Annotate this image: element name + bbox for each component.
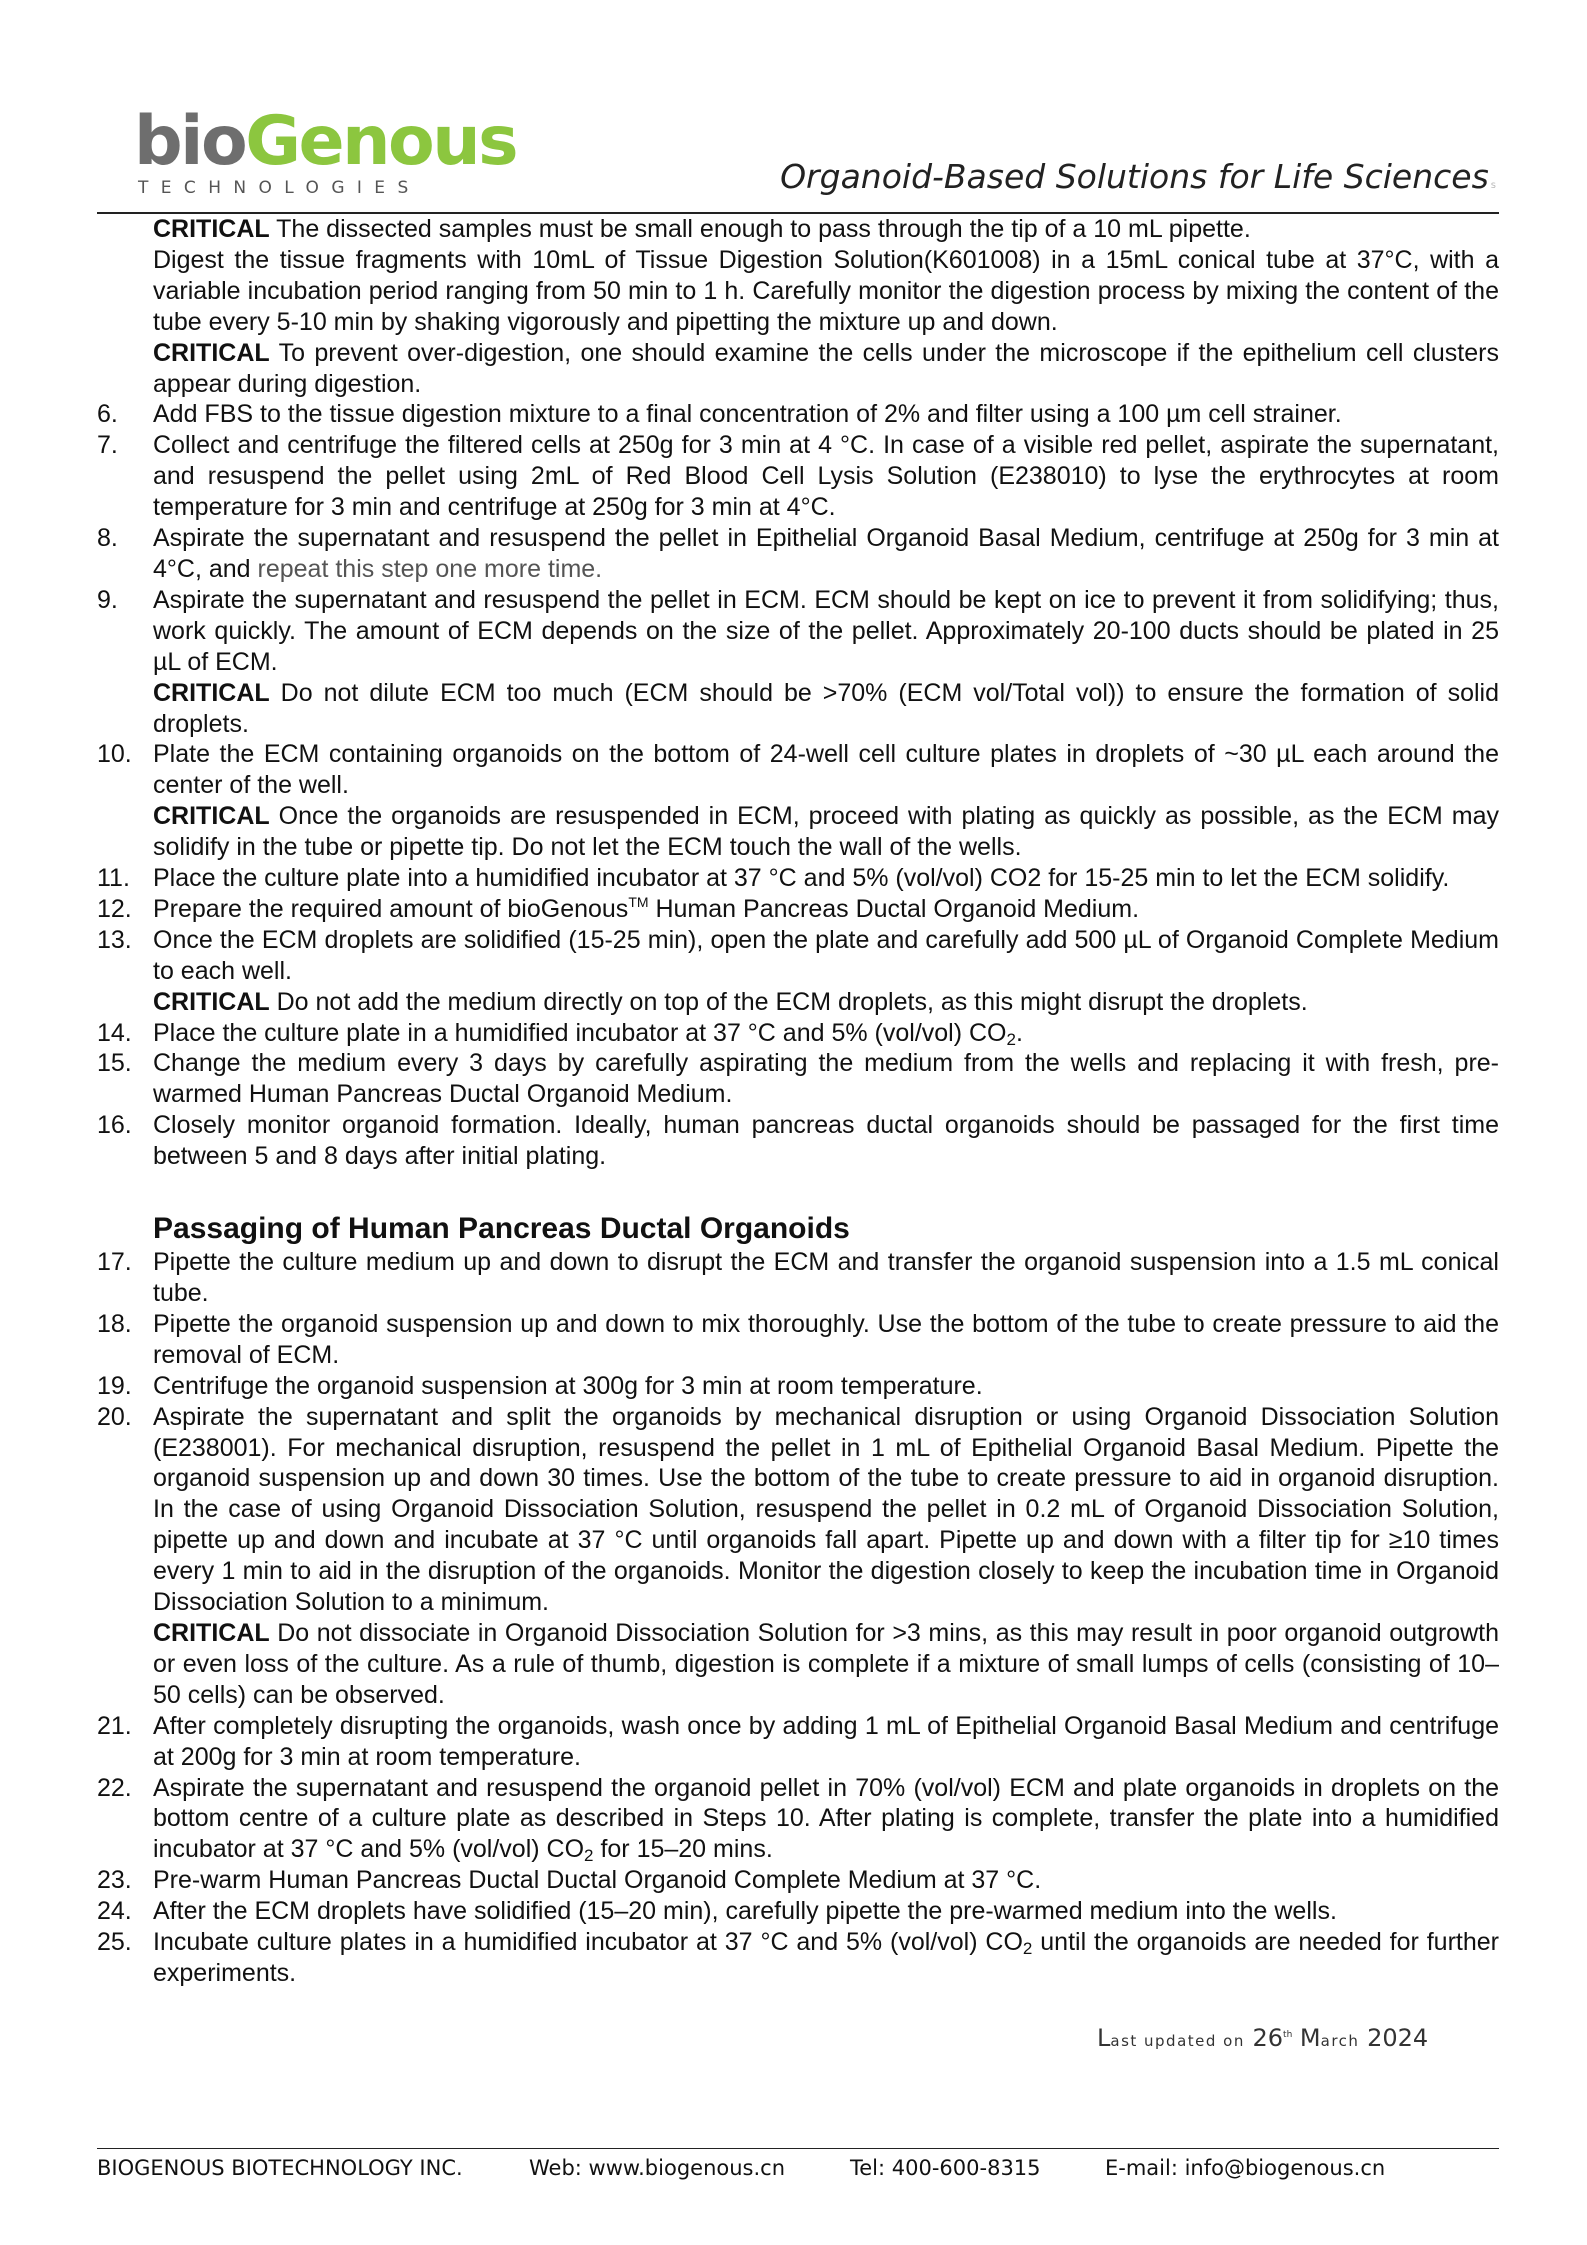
footer-tel: Tel: 400-600-8315 xyxy=(850,2156,1041,2180)
step-15 xyxy=(97,1048,1499,1110)
critical-note xyxy=(97,214,1499,245)
step-text: for 15–20 mins. xyxy=(593,1835,773,1864)
step-text: Aspirate the supernatant and resuspend the organoid pellet in 70% (vol/vol) ECM and plate organoids in droplets on the bottom centre of a culture plate as described in Steps 10. After plating is complete, transfer the plate into a humidified incubator at 37 °C and 5% (vol/vol) CO xyxy=(153,1773,1499,1864)
step-text: After the ECM droplets have solidified (15–20 min), carefully pipette the pre-warmed medium into the wells. xyxy=(153,1897,1337,1926)
step-text: Prepare the required amount of bioGenous xyxy=(153,894,629,923)
logo-genous: Genous xyxy=(245,102,517,181)
logo-wordmark xyxy=(134,102,517,181)
step-number: 16. xyxy=(97,1111,132,1140)
last-updated xyxy=(1097,2024,1428,2052)
updated-label: ast updated on xyxy=(1110,2032,1245,2050)
step-22 xyxy=(97,1773,1499,1866)
step-18 xyxy=(97,1309,1499,1371)
step-text: Closely monitor organoid formation. Ideally, human pancreas ductal organoids should be passaged for the first time between 5 and 8 days after initial plating. xyxy=(153,1111,1499,1171)
footer-company: BIOGENOUS BIOTECHNOLOGY INC. xyxy=(97,2156,463,2180)
critical-text: Do not dilute ECM too much (ECM should be >70% (ECM vol/Total vol)) to ensure the formation of solid droplets. xyxy=(153,678,1499,738)
step-text: Place the culture plate in a humidified incubator at 37 °C and 5% (vol/vol) CO xyxy=(153,1018,1007,1047)
step-7 xyxy=(97,430,1499,523)
critical-note xyxy=(97,801,1499,863)
critical-label: CRITICAL xyxy=(153,215,270,243)
step-9 xyxy=(97,585,1499,678)
critical-note xyxy=(97,338,1499,400)
step-17 xyxy=(97,1247,1499,1309)
step-14 xyxy=(97,1018,1499,1049)
step-text: Once the ECM droplets are solidified (15-25 min), open the plate and carefully add 500 µL of Organoid Complete Medium to each well. xyxy=(153,925,1499,985)
step-text: Aspirate the supernatant and resuspend the pellet in Epithelial Organoid Basal Medium, centrifuge at 250g for 3 min at 4°C, and xyxy=(153,524,1499,583)
footer-email[interactable]: E-mail: info@biogenous.cn xyxy=(1105,2156,1386,2180)
step-24 xyxy=(97,1896,1499,1927)
step-number: 23. xyxy=(97,1866,132,1895)
critical-label: CRITICAL xyxy=(153,802,270,831)
step-text: Human Pancreas Ductal Organoid Medium. xyxy=(648,894,1140,923)
logo-bio: bio xyxy=(134,102,246,181)
step-text: Collect and centrifuge the filtered cells at 250g for 3 min at 4 °C. In case of a visible red pellet, aspirate the supernatant, and resuspend the pellet using 2mL of Red Blood Cell Lysis Solution (E238010) to lyse the erythrocytes at room temperature for 3 min and centrifuge at 250g for 3 min at 4°C. xyxy=(153,431,1499,522)
step-text: Change the medium every 3 days by carefully aspirating the medium from the wells and replacing it with fresh, pre-warmed Human Pancreas Ductal Organoid Medium. xyxy=(153,1049,1499,1109)
step-text: Aspirate the supernatant and resuspend the pellet in ECM. ECM should be kept on ice to prevent it from solidifying; thus, work quickly. The amount of ECM depends on the size of the pellet. Approximately 20-100 ducts should be plated in 25 µL of ECM. xyxy=(153,585,1499,676)
critical-label: CRITICAL xyxy=(153,1618,270,1647)
critical-label: CRITICAL xyxy=(153,338,270,367)
subscript: 2 xyxy=(1006,1029,1016,1049)
updated-day: 26 xyxy=(1252,2024,1284,2052)
step-number: 8. xyxy=(97,524,118,553)
updated-day-suffix: th xyxy=(1283,2030,1293,2040)
step-text: Centrifuge the organoid suspension at 300g for 3 min at room temperature. xyxy=(153,1371,983,1400)
step-12 xyxy=(97,894,1499,925)
step-number: 7. xyxy=(97,431,118,460)
critical-note xyxy=(97,987,1499,1018)
step-20 xyxy=(97,1402,1499,1618)
step-23 xyxy=(97,1865,1499,1896)
protocol-body xyxy=(97,214,1499,1989)
step-text: Pipette the culture medium up and down to disrupt the ECM and transfer the organoid suspension into a 1.5 mL conical tube. xyxy=(153,1248,1499,1307)
step-number: 15. xyxy=(97,1049,132,1078)
paragraph: Digest the tissue fragments with 10mL of Tissue Digestion Solution(K601008) in a 15mL conical tube at 37°C, with a variable incubation period ranging from 50 min to 1 h. Carefully monitor the digestion process by mixing the content of the tube every 5-10 min by shaking vigorously and pipetting the mixture up and down. xyxy=(153,245,1499,336)
step-number: 10. xyxy=(97,740,132,769)
step-21 xyxy=(97,1711,1499,1773)
step-number: 12. xyxy=(97,894,132,923)
step-text: Pipette the organoid suspension up and down to mix thoroughly. Use the bottom of the tube to create pressure to aid the removal of ECM. xyxy=(153,1309,1499,1369)
step-number: 11. xyxy=(97,864,130,893)
repeat-step-link[interactable]: repeat this step one more time. xyxy=(257,554,603,583)
tagline-text: Organoid-Based Solutions for Life Sciences xyxy=(780,157,1489,196)
critical-text: Do not add the medium directly on top of the ECM droplets, as this might disrupt the droplets. xyxy=(269,987,1308,1016)
updated-M: M xyxy=(1299,2024,1321,2052)
step-text: Plate the ECM containing organoids on the bottom of 24-well cell culture plates in droplets of ~30 µL each around the center of the well. xyxy=(153,740,1499,800)
step-number: 20. xyxy=(97,1402,132,1431)
step-text: . xyxy=(1015,1018,1023,1047)
subscript: 2 xyxy=(584,1846,594,1866)
critical-text: The dissected samples must be small enough to pass through the tip of a 10 mL pipette. xyxy=(269,215,1251,243)
step-number: 13. xyxy=(97,925,132,954)
step-25 xyxy=(97,1927,1499,1989)
footer-web[interactable]: Web: www.biogenous.cn xyxy=(529,2156,786,2180)
step-number: 25. xyxy=(97,1928,132,1957)
step-number: 9. xyxy=(97,585,118,614)
step-text: Pre-warm Human Pancreas Ductal Ductal Organoid Complete Medium at 37 °C. xyxy=(153,1866,1042,1895)
step-text: until the organoids are needed for further experiments. xyxy=(153,1928,1499,1987)
logo-subtitle: TECHNOLOGIES xyxy=(138,178,421,198)
critical-label: CRITICAL xyxy=(153,678,270,707)
critical-text: To prevent over-digestion, one should examine the cells under the microscope if the epithelium cell clusters appear during digestion. xyxy=(153,338,1499,398)
tagline-mark: s xyxy=(1490,180,1496,191)
step-text: Aspirate the supernatant and split the organoids by mechanical disruption or using Organoid Dissociation Solution (E238001). For mechanical disruption, resuspend the pellet in 1 mL of Epithelial Organoid Basal Medium. Pipette the organoid suspension up and down 30 times. Use the bottom of the tube to create pressure to aid in organoid disruption. In the case of using Organoid Dissociation Solution, resuspend the pellet in 0.2 mL of Organoid Dissociation Solution, pipette up and down and incubate at 37 °C until organoids fall apart. Pipette up and down with a filter tip for ≥10 times every 1 min to aid in the disruption of the organoids. Monitor the digestion closely to keep the incubation time in Organoid Dissociation Solution to a minimum. xyxy=(153,1402,1499,1617)
updated-year: 2024 xyxy=(1367,2024,1429,2052)
step-number: 24. xyxy=(97,1897,132,1926)
step-19 xyxy=(97,1371,1499,1402)
critical-text: Do not dissociate in Organoid Dissociation Solution for >3 mins, as this may result in poor organoid outgrowth or even loss of the culture. As a rule of thumb, digestion is complete if a mixture of small lumps of cells (consisting of 10–50 cells) can be observed. xyxy=(153,1618,1499,1709)
step-number: 6. xyxy=(97,400,118,429)
critical-note xyxy=(97,1618,1499,1711)
subscript: 2 xyxy=(1022,1939,1033,1959)
updated-L: L xyxy=(1097,2024,1111,2052)
step-10 xyxy=(97,739,1499,801)
footer-divider xyxy=(97,2148,1499,2149)
step-text: Place the culture plate into a humidified incubator at 37 °C and 5% (vol/vol) CO2 for 15-25 min to let the ECM solidify. xyxy=(153,864,1450,893)
step-number: 14. xyxy=(97,1018,132,1047)
step-number: 18. xyxy=(97,1309,132,1338)
step-text: Add FBS to the tissue digestion mixture to a final concentration of 2% and filter using a 100 µm cell strainer. xyxy=(153,400,1342,429)
step-11 xyxy=(97,863,1499,894)
step-text: Incubate culture plates in a humidified incubator at 37 °C and 5% (vol/vol) CO xyxy=(153,1928,1023,1957)
step-13 xyxy=(97,925,1499,987)
critical-note xyxy=(97,678,1499,740)
step-number: 19. xyxy=(97,1371,132,1400)
step-text: After completely disrupting the organoids, wash once by adding 1 mL of Epithelial Organoid Basal Medium and centrifuge at 200g for 3 min at room temperature. xyxy=(153,1711,1499,1771)
trademark-mark: TM xyxy=(628,893,649,910)
step-number: 17. xyxy=(97,1248,132,1277)
company-logo xyxy=(134,102,517,198)
header-tagline xyxy=(780,157,1496,196)
step-6 xyxy=(97,399,1499,430)
step-number: 21. xyxy=(97,1711,132,1740)
updated-month: arch xyxy=(1320,2032,1360,2050)
critical-label: CRITICAL xyxy=(153,987,270,1016)
section-heading: Passaging of Human Pancreas Ductal Organoids xyxy=(153,1212,850,1246)
step-number: 22. xyxy=(97,1773,132,1802)
step-16 xyxy=(97,1110,1499,1172)
critical-text: Once the organoids are resuspended in ECM, proceed with plating as quickly as possible, as the ECM may solidify in the tube or pipette tip. Do not let the ECM touch the wall of the wells. xyxy=(153,802,1499,862)
step-8 xyxy=(97,523,1499,585)
